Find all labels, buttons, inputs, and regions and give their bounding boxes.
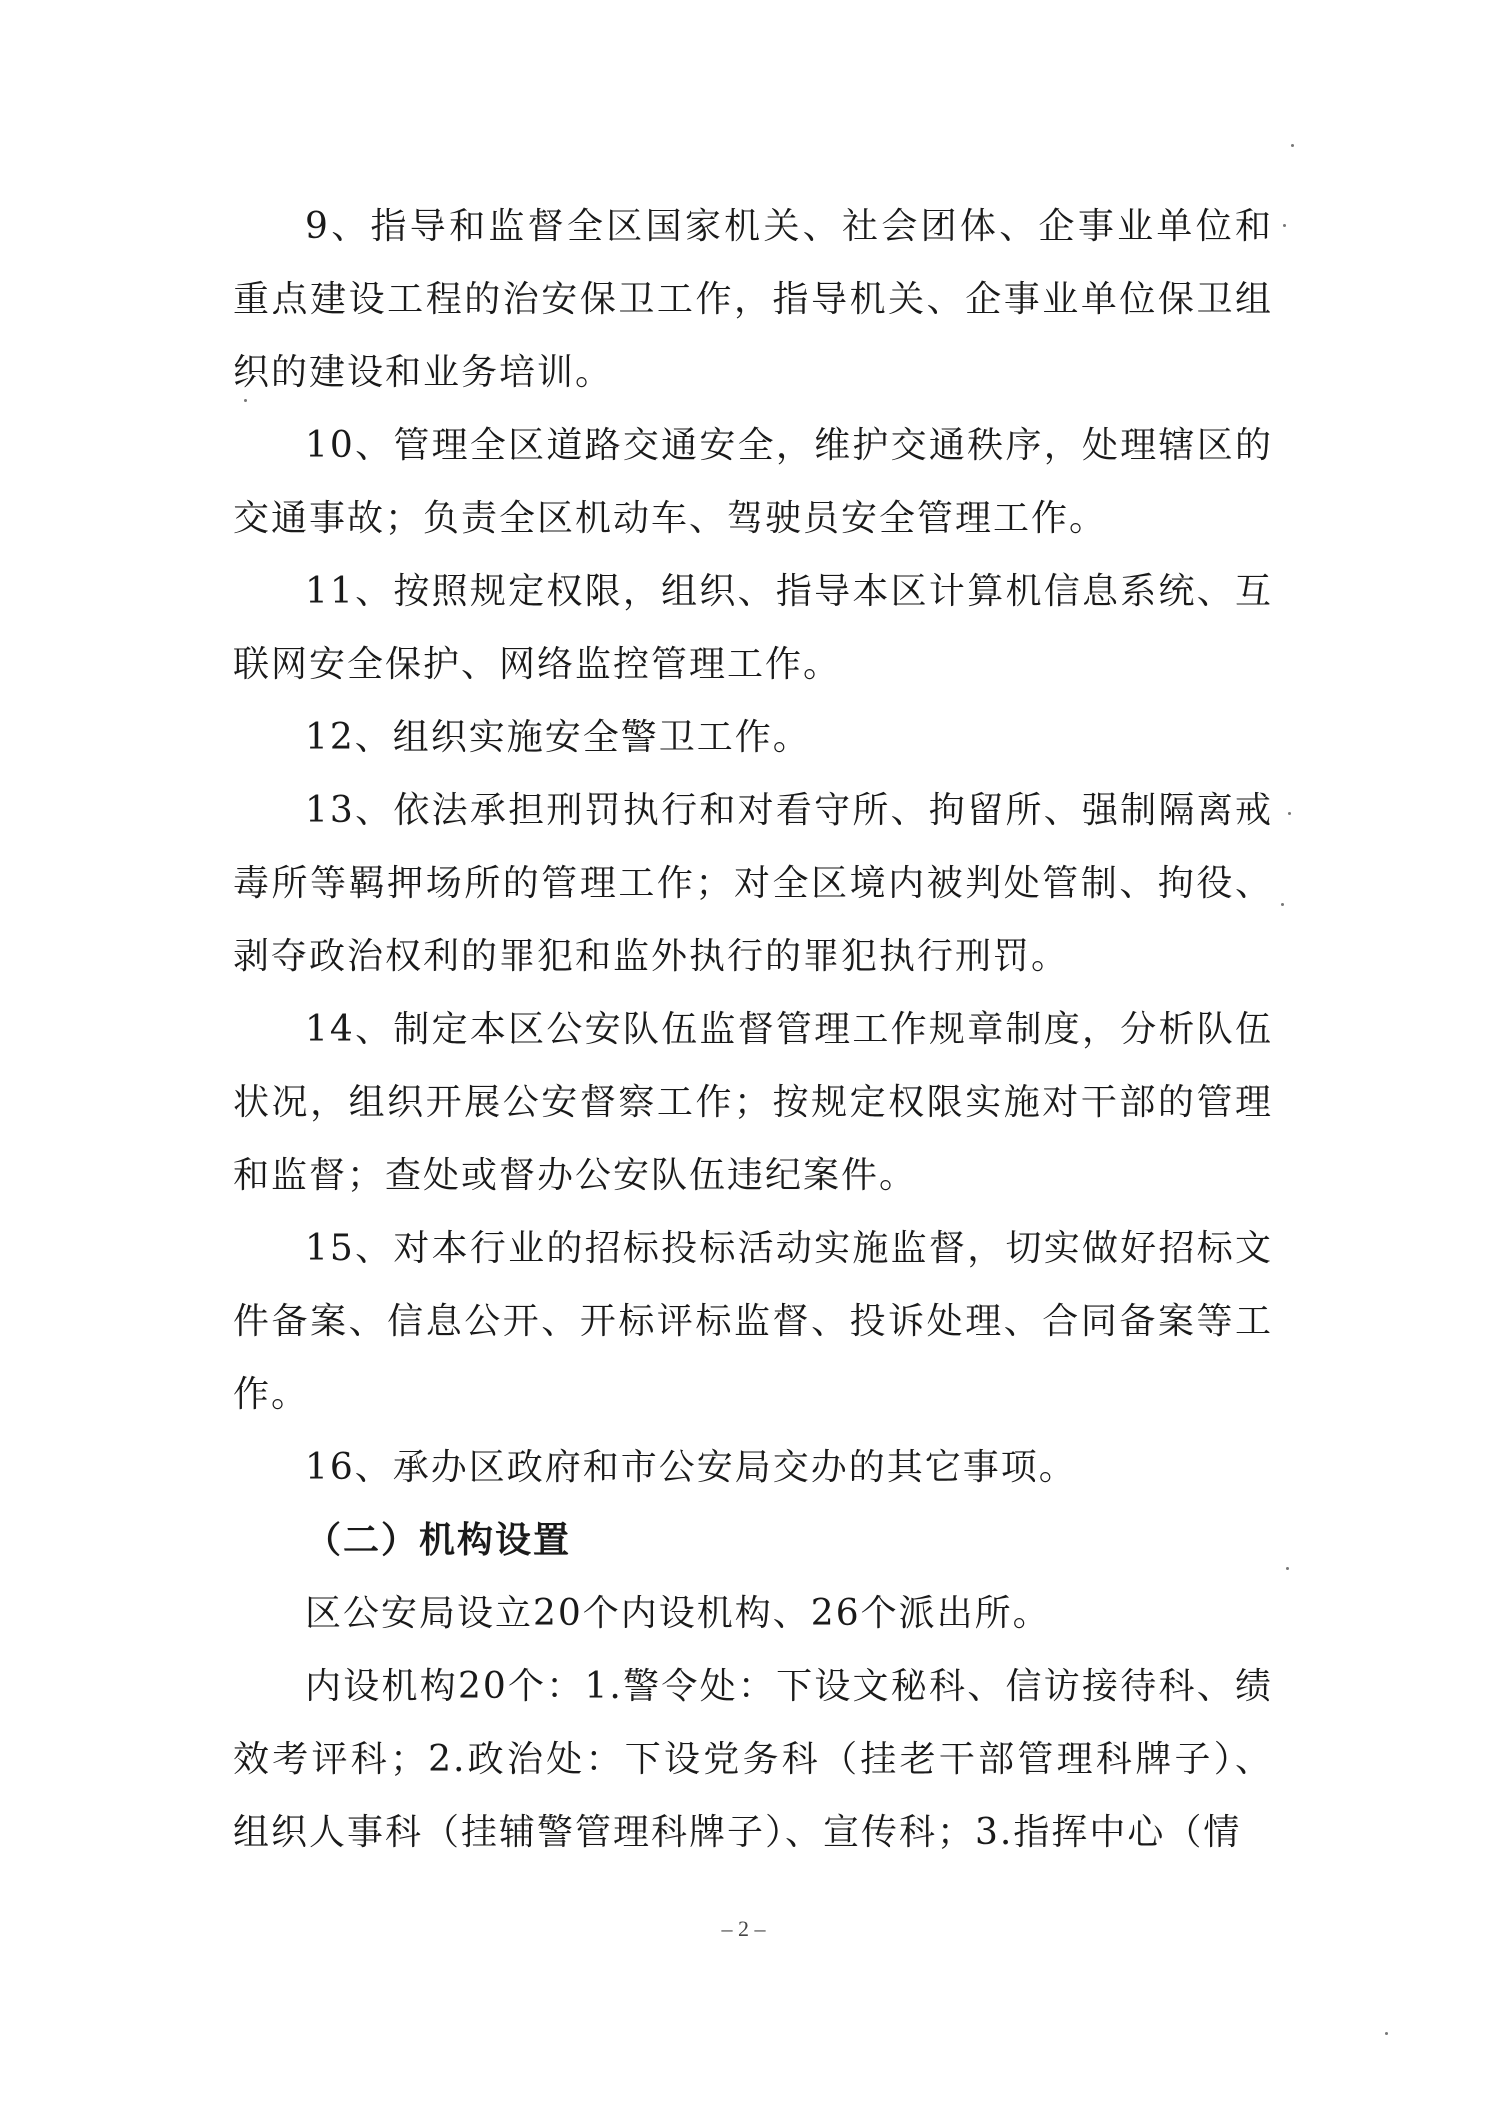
scan-speck [1283,224,1286,227]
scan-speck [1286,1567,1289,1570]
paragraph-item-14: 14、制定本区公安队伍监督管理工作规章制度，分析队伍状况，组织开展公安督察工作；按规定权限实施对干部的管理和监督；查处或督办公安队伍违纪案件。 [233,1009,1273,1196]
body-text [233,190,1273,1869]
paragraph-item-15: 15、对本行业的招标投标活动实施监督，切实做好招标文件备案、信息公开、开标评标监督、投诉处理、合同备案等工作。 [233,1228,1273,1415]
paragraph-item-9: 9、指导和监督全区国家机关、社会团体、企事业单位和重点建设工程的治安保卫工作，指导机关、企事业单位保卫组织的建设和业务培训。 [233,206,1273,393]
paragraph-item-16: 16、承办区政府和市公安局交办的其它事项。 [305,1447,1077,1488]
scan-speck [1281,903,1284,906]
page-number-dash-left: – [721,1916,738,1941]
page-number-dash-right: – [749,1916,766,1941]
scan-speck [1288,812,1291,815]
scan-speck [1291,144,1294,147]
paragraph-item-10: 10、管理全区道路交通安全，维护交通秩序，处理辖区的交通事故；负责全区机动车、驾驶员安全管理工作。 [233,425,1273,539]
page-number [0,1916,1487,1942]
paragraph-item-13: 13、依法承担刑罚执行和对看守所、拘留所、强制隔离戒毒所等羁押场所的管理工作；对全区境内被判处管制、拘役、剥夺政治权利的罪犯和监外执行的罪犯执行刑罚。 [233,790,1273,977]
section-heading: （二）机构设置 [305,1519,572,1561]
section-paragraph-summary: 区公安局设立20个内设机构、26个派出所。 [305,1593,1051,1634]
scan-speck [1385,2032,1388,2035]
page-number-value: 2 [738,1916,749,1941]
scan-speck [244,399,247,402]
section-paragraph-departments: 内设机构20个：1.警令处：下设文秘科、信访接待科、绩效考评科；2.政治处：下设党务科（挂老干部管理科牌子）、组织人事科（挂辅警管理科牌子）、宣传科；3.指挥中心（情 [233,1666,1273,1853]
paragraph-item-12: 12、组织实施安全警卫工作。 [305,717,811,758]
paragraph-item-11: 11、按照规定权限，组织、指导本区计算机信息系统、互联网安全保护、网络监控管理工作。 [233,571,1273,685]
